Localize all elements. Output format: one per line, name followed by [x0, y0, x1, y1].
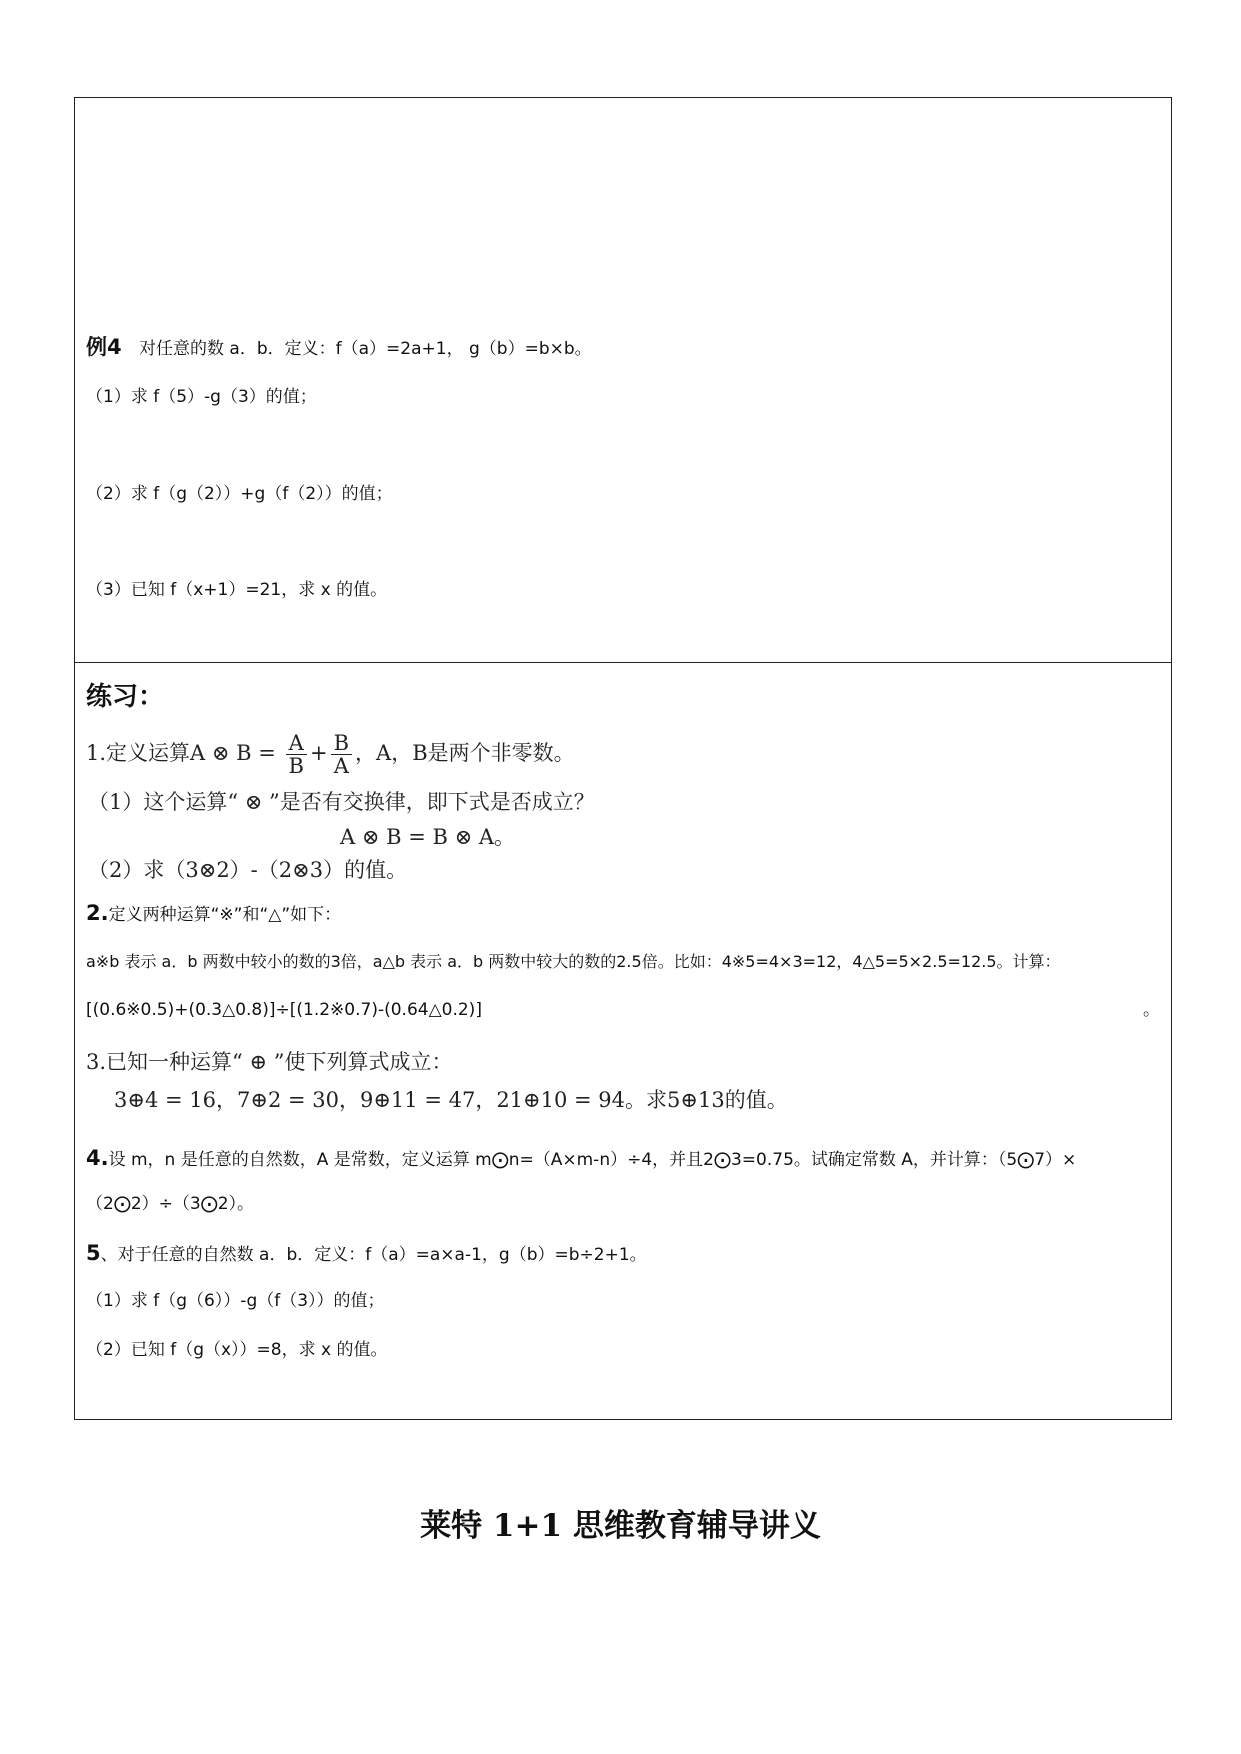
fraction-b-over-a	[331, 732, 352, 777]
practice-5-q2: （2）已知 f（g（x））=8，求 x 的值。	[86, 1340, 388, 1360]
practice-2-period: 。	[1143, 1000, 1160, 1020]
frac2-numerator: B	[331, 732, 352, 755]
frac1-numerator: A	[286, 732, 307, 755]
practice-5-intro: 、对于任意的自然数 a．b．定义：f（a）=a×a-1，g（b）=b÷2+1。	[100, 1245, 647, 1265]
section-divider	[74, 662, 1172, 663]
example4-definition: 对任意的数 a．b．定义：f（a）=2a+1， g（b）=b×b。	[139, 339, 592, 359]
practice-2-body: a※b 表示 a．b 两数中较小的数的3倍，a△b 表示 a．b 两数中较大的数的2.5倍。比如：4※5=4×3=12，4△5=5×2.5=12.5。计算：	[86, 952, 1061, 971]
practice-1-formula: A ⊗ B = B ⊗ A。	[340, 825, 516, 849]
practice-1-definition	[86, 732, 575, 777]
fraction-a-over-b	[286, 732, 307, 777]
practice-5-intro-line	[86, 1243, 647, 1265]
footer-title: 莱特 1+1 思维教育辅导讲义	[420, 1508, 821, 1544]
practice-2-intro: 定义两种运算“※”和“△”如下：	[108, 905, 342, 925]
practice-2-number: 2.	[86, 901, 109, 925]
frac2-denominator: A	[333, 754, 349, 778]
practice-2-intro-line	[86, 903, 341, 925]
example4-q1: （1）求 f（5）-g（3）的值；	[86, 387, 317, 407]
practice-4-text: 设 m，n 是任意的自然数，A 是常数，定义运算 m⨀n=（A×m-n）÷4，并且2⨀3=0.75。试确定常数 A，并计算：（5⨀7）×	[108, 1150, 1077, 1170]
practice-4-number: 4.	[86, 1146, 109, 1170]
practice-3-line1: 3.已知一种运算“ ⊕ ”使下列算式成立：	[86, 1050, 453, 1074]
example4-line	[86, 337, 592, 359]
practice-1-sub2: （2）求（3⊗2）-（2⊗3）的值。	[88, 858, 408, 882]
practice-1-suffix: ，A，B是两个非零数。	[355, 741, 575, 765]
practice-4-line1	[86, 1148, 1076, 1170]
practice-1-sub1: （1）这个运算“ ⊗ ”是否有交换律，即下式是否成立？	[88, 790, 595, 814]
practice-3-line2: 3⊕4 = 16，7⊕2 = 30，9⊕11 = 47，21⊕10 = 94。求5⊕13的值。	[114, 1088, 788, 1112]
example4-q3: （3）已知 f（x+1）=21，求 x 的值。	[86, 580, 388, 600]
practice-5-number: 5	[86, 1241, 101, 1265]
practice-heading: 练习：	[86, 682, 165, 712]
practice-2-expr: [(0.6※0.5)+(0.3△0.8)]÷[(1.2※0.7)-(0.64△0.2)]	[86, 1000, 482, 1020]
example4-label: 例4	[86, 335, 122, 359]
frac1-denominator: B	[288, 754, 304, 778]
plus-sign: +	[309, 741, 328, 765]
practice-4-line2: （2⨀2）÷（3⨀2）。	[86, 1194, 255, 1214]
practice-5-q1: （1）求 f（g（6））-g（f（3））的值；	[86, 1291, 385, 1311]
example4-q2: （2）求 f（g（2））+g（f（2））的值；	[86, 484, 393, 504]
practice-1-prefix: 1.定义运算A ⊗ B =	[86, 741, 276, 765]
